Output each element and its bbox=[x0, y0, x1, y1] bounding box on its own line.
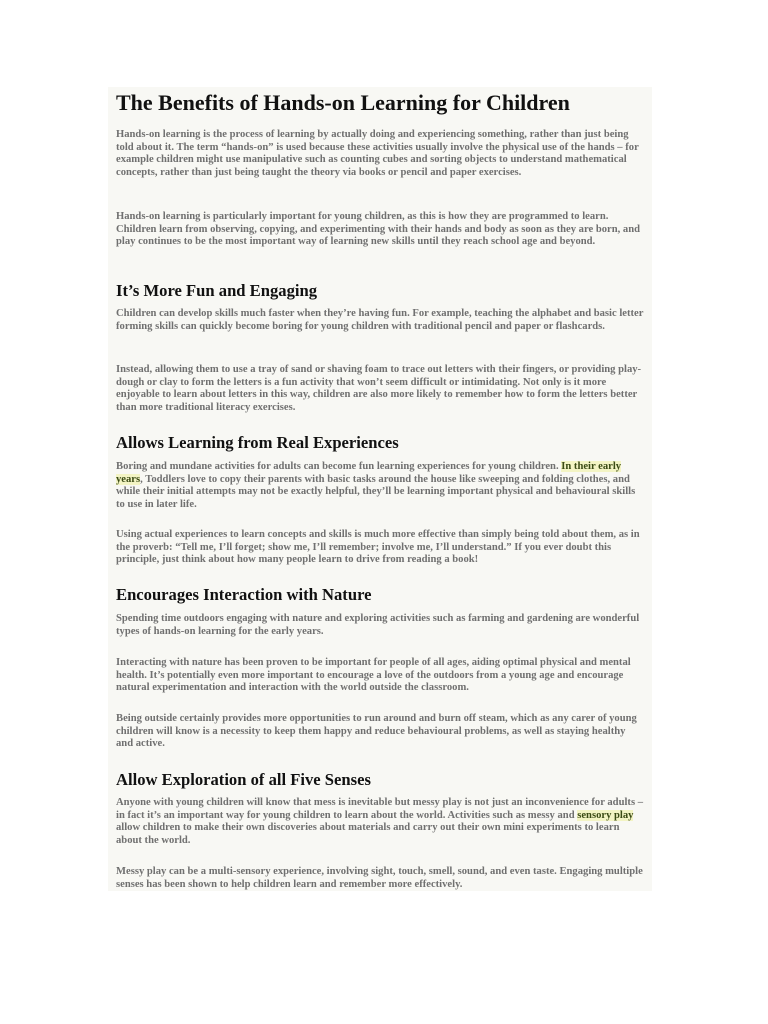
intro-paragraph-2: Hands-on learning is particularly important for young children, as this is how they are programmed to learn. Children learn from observing, copying, and experimenting with their hands and body as soon as they are born, and play continues to be the most important way of learning new skills until they reach school age and beyond. bbox=[116, 211, 640, 248]
intro-paragraph-1: Hands-on learning is the process of learning by actually doing and experiencing something, rather than just being told about it. The term “hands-on” is used because these activities usually involve the physical use of the hands – for example children might use manipulative such as counting cubes and sorting objects to understand mathematical concepts, rather than just being taught the theory via books or pencil and paper exercises. bbox=[116, 129, 639, 178]
section-nature-paragraph-1: Spending time outdoors engaging with nature and exploring activities such as farming and gardening are wonderful types of hands-on learning for the early years. bbox=[116, 613, 640, 637]
document-page bbox=[108, 87, 652, 891]
early-years-link[interactable]: In their early years bbox=[116, 461, 622, 485]
section-heading-nature: Encourages Interaction with Nature bbox=[116, 585, 372, 604]
section-nature-paragraph-3: Being outside certainly provides more opportunities to run around and burn off steam, which as any carer of young children will know is a necessity to keep them happy and reduce behavioural problems, as well as staying healthy and active. bbox=[116, 713, 637, 750]
paragraph-text: Anyone with young children will know that mess is inevitable but messy play is not just an inconvenience for adults – in fact it’s an important way for young children to learn about the world. Activities such as messy and bbox=[116, 797, 644, 821]
section-senses-paragraph-1 bbox=[116, 797, 644, 847]
section-heading-senses: Allow Exploration of all Five Senses bbox=[116, 770, 371, 789]
section-real-paragraph-2: Using actual experiences to learn concepts and skills is much more effective than simply being told about them, as in the proverb: “Tell me, I’ll forget; show me, I’ll remember; involve me, I’ll understand.” If you ever doubt this principle, just think about how many people learn to drive from reading a book! bbox=[116, 529, 640, 566]
section-fun-paragraph-1: Children can develop skills much faster when they’re having fun. For example, teaching the alphabet and basic letter forming skills can quickly become boring for young children with traditional pencil and paper or flashcards. bbox=[116, 308, 644, 332]
paragraph-text: , Toddlers love to copy their parents with basic tasks around the house like sweeping and folding clothes, and while their initial attempts may not be exactly helpful, they’ll be learning important physical and behavioural skills to use in later life. bbox=[116, 473, 636, 510]
sensory-play-link[interactable]: sensory play bbox=[577, 809, 634, 821]
section-heading-real-experiences: Allows Learning from Real Experiences bbox=[116, 433, 399, 452]
paragraph-text: allow children to make their own discoveries about materials and carry out their own mini experiments to learn about the world. bbox=[116, 822, 620, 846]
section-heading-fun: It’s More Fun and Engaging bbox=[116, 281, 318, 300]
section-real-paragraph-1 bbox=[116, 461, 644, 511]
paragraph-text: Boring and mundane activities for adults can become fun learning experiences for young children. bbox=[116, 461, 562, 472]
section-fun-paragraph-2: Instead, allowing them to use a tray of sand or shaving foam to trace out letters with their fingers, or providing play-dough or clay to form the letters is a fun activity that won’t seem difficult or intimidating. Not only is it more enjoyable to learn about letters in this way, children are also more likely to remember how to form the letters better than more traditional literacy exercises. bbox=[116, 364, 642, 413]
page-title: The Benefits of Hands-on Learning for Children bbox=[116, 90, 570, 115]
section-senses-paragraph-2: Messy play can be a multi-sensory experience, involving sight, touch, smell, sound, and even taste. Engaging multiple senses has been shown to help children learn and remember more effectively. bbox=[116, 866, 643, 890]
section-nature-paragraph-2: Interacting with nature has been proven to be important for people of all ages, aiding optimal physical and mental health. It’s potentially even more important to encourage a love of the outdoors from a young age and encourage natural experimentation and interaction with the world outside the classroom. bbox=[116, 657, 631, 694]
